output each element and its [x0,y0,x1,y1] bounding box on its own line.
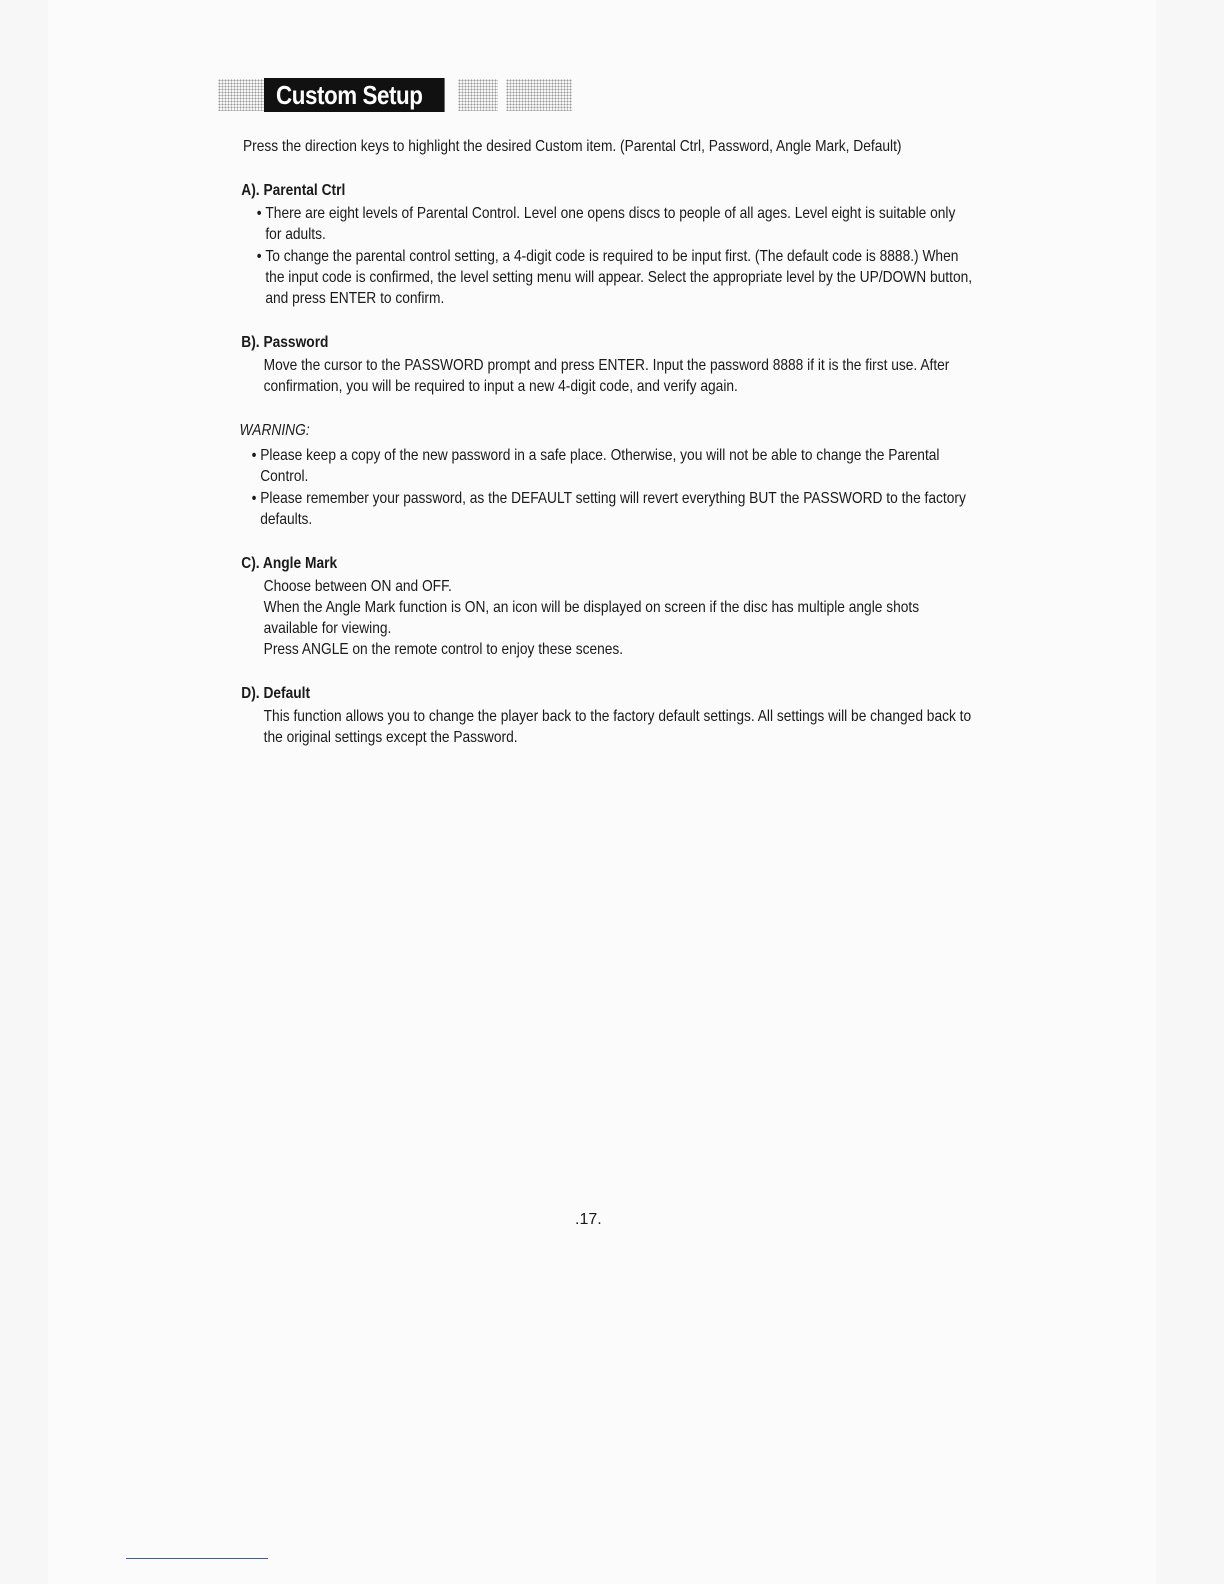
section-default [243,683,974,748]
dot-pattern-right-2 [506,79,572,111]
page-title: Custom Setup [264,78,445,112]
section-angle-mark [243,553,974,660]
section-text: Move the cursor to the PASSWORD prompt and press ENTER. Input the password 8888 if it is the first use. After confirmation, you will be required to input a new 4-digit code, and verify again. [263,357,950,395]
page-number: .17. [575,1211,602,1228]
bottom-rule [126,1558,268,1559]
dot-pattern-left [218,79,264,111]
section-line: When the Angle Mark function is ON, an icon will be displayed on screen if the disc has multiple angle shots available for viewing. [263,599,920,637]
section-header [218,78,572,112]
bullet-item: • To change the parental control setting, a 4-digit code is required to be input first. (The default code is 8888.) When the input code is confirmed, the level setting menu will appear. Select the appropriate level by the UP/DOWN button, and press ENTER to confirm. [256,248,973,307]
bullet-text: To change the parental control setting, a 4-digit code is required to be input first. (The default code is 8888.) When the input code is confirmed, the level setting menu will appear. Select the appropriate level by the UP/DOWN button, and press ENTER to confirm. [265,248,973,307]
section-heading: B). Password [241,334,329,351]
section-parental-ctrl [243,180,974,309]
section-line: Press ANGLE on the remote control to enjoy these scenes. [263,641,624,658]
section-password [243,332,974,397]
section-line: Choose between ON and OFF. [263,578,452,595]
section-heading: C). Angle Mark [241,555,338,572]
bullet-item: • Please remember your password, as the DEFAULT setting will revert everything BUT the PASSWORD to the factory defaults. [251,490,966,528]
section-heading: D). Default [241,685,311,702]
bullet-text: Please remember your password, as the DEFAULT setting will revert everything BUT the PASSWORD to the factory defaults. [260,490,966,528]
bullet-item: • There are eight levels of Parental Control. Level one opens discs to people of all ages. Level eight is suitable only for adults. [256,205,956,243]
bullet-text: Please keep a copy of the new password in a safe place. Otherwise, you will not be able to change the Parental Control. [260,447,940,485]
bullet-item: • Please keep a copy of the new password in a safe place. Otherwise, you will not be able to change the Parental Control. [251,447,940,485]
section-text: This function allows you to change the player back to the factory default settings. All settings will be changed back to the original settings except the Password. [263,708,972,746]
section-heading: A). Parental Ctrl [241,182,346,199]
bullet-text: There are eight levels of Parental Control. Level one opens discs to people of all ages. Level eight is suitable only for adults. [265,205,956,243]
warning-heading: WARNING: [239,422,310,439]
intro-text: Press the direction keys to highlight the desired Custom item. (Parental Ctrl, Password, Angle Mark, Default) [243,138,902,155]
content [239,136,973,771]
dot-pattern-right-1 [458,79,498,111]
section-warning [239,420,974,530]
